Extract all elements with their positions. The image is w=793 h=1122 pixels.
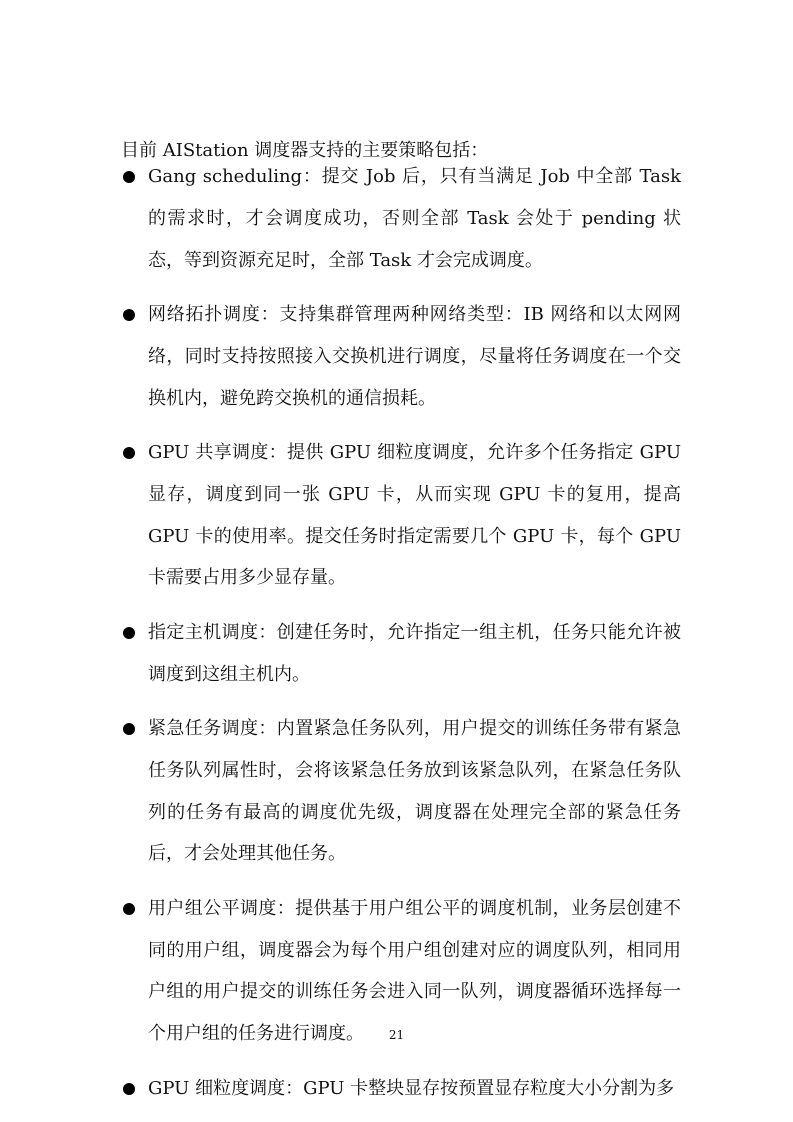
- strategy-bullet-list: [121, 156, 681, 1122]
- bullet-dot-icon: [123, 627, 135, 639]
- bullet-text: 网络拓扑调度：支持集群管理两种网络类型：IB 网络和以太网网络，同时支持按照接入交换机进行调度，尽量将任务调度在一个交换机内，避免跨交换机的通信损耗。: [148, 303, 681, 409]
- intro-paragraph: 目前 AIStation 调度器支持的主要策略包括：: [121, 140, 489, 161]
- bullet-dot-icon: [123, 171, 135, 183]
- bullet-dot-icon: [123, 723, 135, 735]
- bullet-dot-icon: [123, 447, 135, 459]
- bullet-text: 紧急任务调度：内置紧急任务队列，用户提交的训练任务带有紧急任务队列属性时，会将该紧急任务放到该紧急队列，在紧急任务队列的任务有最高的调度优先级，调度器在处理完全部的紧急任务后，才会处理其他任务。: [148, 717, 681, 865]
- bullet-item-gang-scheduling: [121, 156, 681, 281]
- bullet-item-gpu-sharing: [121, 432, 681, 599]
- bullet-item-urgent-task: [121, 708, 681, 875]
- bullet-text: GPU 共享调度：提供 GPU 细粒度调度，允许多个任务指定 GPU 显存，调度到同一张 GPU 卡，从而实现 GPU 卡的复用，提高 GPU 卡的使用率。提交任务时指定需要几个 GPU 卡，每个 GPU 卡需要占用多少显存量。: [148, 441, 681, 589]
- bullet-text: 指定主机调度：创建任务时，允许指定一组主机，任务只能允许被调度到这组主机内。: [148, 621, 681, 685]
- bullet-text: 用户组公平调度：提供基于用户组公平的调度机制，业务层创建不同的用户组，调度器会为每个用户组创建对应的调度队列，相同用户组的用户提交的训练任务会进入同一队列，调度器循环选择每一个用户组的任务进行调度。: [148, 897, 681, 1045]
- bullet-dot-icon: [123, 903, 135, 915]
- bullet-text: GPU 细粒度调度：GPU 卡整块显存按预置显存粒度大小分割为多: [148, 1077, 675, 1099]
- page-number: 21: [388, 1028, 405, 1042]
- bullet-item-gpu-fine-grained: [121, 1068, 681, 1110]
- bullet-dot-icon: [123, 1083, 135, 1095]
- bullet-item-network-topology: [121, 294, 681, 419]
- bullet-text: Gang scheduling：提交 Job 后，只有当满足 Job 中全部 Task 的需求时，才会调度成功，否则全部 Task 会处于 pending 状态，等到资源充足时，全部 Task 才会完成调度。: [148, 166, 681, 271]
- bullet-item-host-scheduling: [121, 612, 681, 696]
- bullet-dot-icon: [123, 309, 135, 321]
